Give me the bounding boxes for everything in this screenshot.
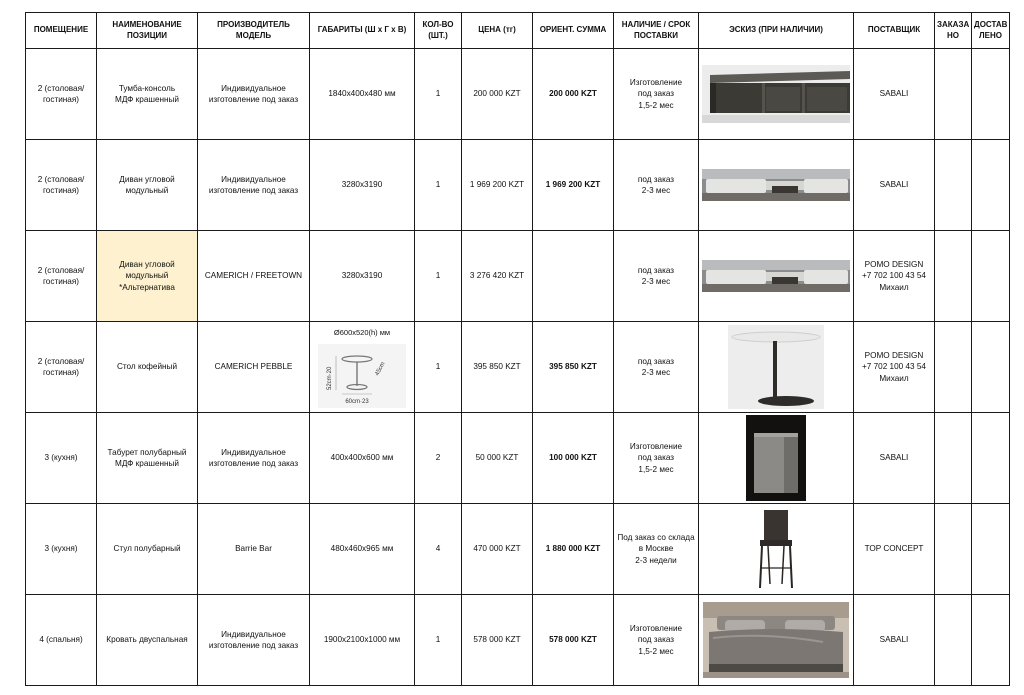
cell-ordered[interactable] — [935, 595, 972, 686]
cell-ordered[interactable] — [935, 413, 972, 504]
cell-supplier: SABALI — [854, 140, 935, 231]
table-row — [26, 322, 1010, 413]
dims-diag-label: 45cm — [374, 361, 387, 377]
cell-sketch — [699, 413, 854, 504]
cell-sketch — [699, 322, 854, 413]
cell-price: 1 969 200 KZT — [462, 140, 533, 231]
cell-supplier: TOP CONCEPT — [854, 504, 935, 595]
cell-avail: под заказ 2-3 мес — [614, 231, 699, 322]
cell-room: 4 (спальня) — [26, 595, 97, 686]
cell-room: 3 (кухня) — [26, 413, 97, 504]
header-row — [26, 13, 1010, 49]
cell-dims-drawing — [310, 322, 415, 413]
cell-sketch — [699, 504, 854, 595]
dims-top-label: Ø600х520(h) мм — [333, 328, 391, 337]
cell-qty: 1 — [415, 140, 462, 231]
cell-avail: Под заказ со склада в Москве 2-3 недели — [614, 504, 699, 595]
cell-maker: Индивидуальное изготовление под заказ — [198, 49, 310, 140]
cell-sketch — [699, 595, 854, 686]
stool-image — [746, 415, 806, 501]
cell-sum: 1 969 200 KZT — [533, 140, 614, 231]
cell-supplier: SABALI — [854, 49, 935, 140]
header-ordered: ЗАКАЗА НО — [935, 13, 972, 49]
cell-avail: под заказ 2-3 мес — [614, 322, 699, 413]
cell-name: Кровать двуспальная — [97, 595, 198, 686]
cell-dims: 3280х3190 — [310, 140, 415, 231]
dims-width-label: 60cm·23 — [345, 399, 369, 405]
header-name: НАИМЕНОВАНИЕ ПОЗИЦИИ — [97, 13, 198, 49]
cell-maker: Индивидуальное изготовление под заказ — [198, 595, 310, 686]
cell-price: 3 276 420 KZT — [462, 231, 533, 322]
cell-maker: Индивидуальное изготовление под заказ — [198, 140, 310, 231]
cell-ordered[interactable] — [935, 140, 972, 231]
cell-supplier: POMO DESIGN +7 702 100 43 54 Михаил — [854, 322, 935, 413]
cell-price: 50 000 KZT — [462, 413, 533, 504]
cell-qty: 1 — [415, 322, 462, 413]
sofa-image — [702, 260, 850, 292]
header-maker: ПРОИЗВОДИТЕЛЬ МОДЕЛЬ — [198, 13, 310, 49]
cell-sum: 395 850 KZT — [533, 322, 614, 413]
header-dims: ГАБАРИТЫ (Ш х Г х В) — [310, 13, 415, 49]
cell-delivered[interactable] — [972, 595, 1010, 686]
cell-supplier: POMO DESIGN +7 702 100 43 54 Михаил — [854, 231, 935, 322]
cell-dims: 480х460х965 мм — [310, 504, 415, 595]
cell-sum: 200 000 KZT — [533, 49, 614, 140]
specification-table — [25, 12, 1010, 686]
cell-dims: 3280х3190 — [310, 231, 415, 322]
table-row — [26, 413, 1010, 504]
table-row — [26, 504, 1010, 595]
cell-delivered[interactable] — [972, 140, 1010, 231]
cell-price: 200 000 KZT — [462, 49, 533, 140]
cell-supplier: SABALI — [854, 595, 935, 686]
cell-qty: 1 — [415, 231, 462, 322]
cell-sum: 1 880 000 KZT — [533, 504, 614, 595]
dims-height-label: 52cm·20 — [327, 366, 333, 390]
cell-qty: 1 — [415, 49, 462, 140]
cell-avail: Изготовление под заказ 1,5-2 мес — [614, 49, 699, 140]
cell-sum: 100 000 KZT — [533, 413, 614, 504]
cell-avail: под заказ 2-3 мес — [614, 140, 699, 231]
header-room: ПОМЕЩЕНИЕ — [26, 13, 97, 49]
cell-avail: Изготовление под заказ 1,5-2 мес — [614, 413, 699, 504]
cell-maker: CAMERICH / FREETOWN — [198, 231, 310, 322]
tv-console-image — [702, 65, 850, 123]
cell-dims: 1900х2100х1000 мм — [310, 595, 415, 686]
table-row — [26, 231, 1010, 322]
cell-price: 578 000 KZT — [462, 595, 533, 686]
bed-image — [703, 602, 849, 678]
cell-sketch — [699, 49, 854, 140]
table-row — [26, 140, 1010, 231]
sofa-image — [702, 169, 850, 201]
cell-delivered[interactable] — [972, 322, 1010, 413]
header-qty: КОЛ-ВО (ШТ.) — [415, 13, 462, 49]
cell-name: Стул полубарный — [97, 504, 198, 595]
cell-sum — [533, 231, 614, 322]
bar-chair-image — [746, 506, 806, 592]
cell-dims: 400х400х600 мм — [310, 413, 415, 504]
cell-delivered[interactable] — [972, 504, 1010, 595]
cell-name: Диван угловой модульный — [97, 140, 198, 231]
cell-maker: CAMERICH PEBBLE — [198, 322, 310, 413]
cell-avail: Изготовление под заказ 1,5-2 мес — [614, 595, 699, 686]
dimension-drawing — [312, 324, 412, 410]
header-sum: ОРИЕНТ. СУММА — [533, 13, 614, 49]
cell-supplier: SABALI — [854, 413, 935, 504]
cell-price: 395 850 KZT — [462, 322, 533, 413]
cell-ordered[interactable] — [935, 504, 972, 595]
cell-ordered[interactable] — [935, 49, 972, 140]
cell-qty: 1 — [415, 595, 462, 686]
cell-name: Тумба-консоль МДФ крашенный — [97, 49, 198, 140]
cell-delivered[interactable] — [972, 49, 1010, 140]
cell-name: Табурет полубарный МДФ крашенный — [97, 413, 198, 504]
cell-maker: Barrie Bar — [198, 504, 310, 595]
cell-sum: 578 000 KZT — [533, 595, 614, 686]
cell-delivered[interactable] — [972, 231, 1010, 322]
cell-maker: Индивидуальное изготовление под заказ — [198, 413, 310, 504]
cell-room: 2 (столовая/ гостиная) — [26, 231, 97, 322]
cell-qty: 4 — [415, 504, 462, 595]
cell-room: 2 (столовая/ гостиная) — [26, 49, 97, 140]
coffee-table-image — [728, 325, 824, 409]
cell-qty: 2 — [415, 413, 462, 504]
cell-name: Стол кофейный — [97, 322, 198, 413]
cell-name-highlighted: Диван угловой модульный *Альтернатива — [97, 231, 198, 322]
cell-room: 2 (столовая/ гостиная) — [26, 140, 97, 231]
cell-sketch — [699, 231, 854, 322]
table-row — [26, 49, 1010, 140]
header-sketch: ЭСКИЗ (ПРИ НАЛИЧИИ) — [699, 13, 854, 49]
cell-ordered[interactable] — [935, 231, 972, 322]
cell-ordered[interactable] — [935, 322, 972, 413]
cell-dims: 1840х400х480 мм — [310, 49, 415, 140]
header-avail: НАЛИЧИЕ / СРОК ПОСТАВКИ — [614, 13, 699, 49]
header-price: ЦЕНА (тг) — [462, 13, 533, 49]
table-row — [26, 595, 1010, 686]
cell-room: 2 (столовая/ гостиная) — [26, 322, 97, 413]
cell-price: 470 000 KZT — [462, 504, 533, 595]
cell-sketch — [699, 140, 854, 231]
cell-delivered[interactable] — [972, 413, 1010, 504]
header-supplier: ПОСТАВЩИК — [854, 13, 935, 49]
header-delivered: ДОСТАВ ЛЕНО — [972, 13, 1010, 49]
cell-room: 3 (кухня) — [26, 504, 97, 595]
